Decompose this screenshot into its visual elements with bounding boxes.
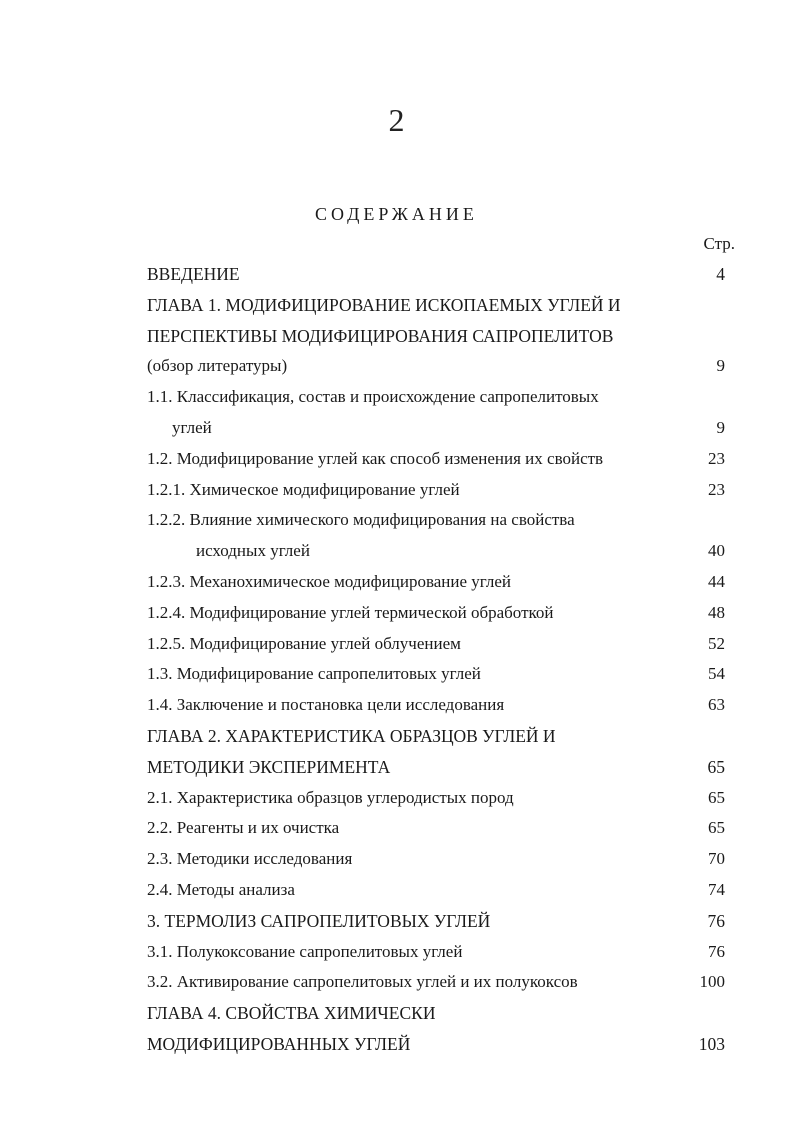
toc-entry-page: 40 xyxy=(708,541,725,561)
toc-entry-text: 1.1. Классификация, состав и происхождение сапропелитовых xyxy=(147,387,599,407)
toc-entry-text: 1.2.2. Влияние химического модифицирования на свойства xyxy=(147,510,575,530)
toc-row xyxy=(0,1029,793,1060)
toc-entry-text: 3.2. Активирование сапропелитовых углей и их полукоксов xyxy=(147,972,578,992)
toc-row xyxy=(0,875,793,906)
toc-row xyxy=(0,505,793,536)
toc-row xyxy=(0,813,793,844)
toc-entry-page: 54 xyxy=(708,664,725,684)
toc-row xyxy=(0,659,793,690)
toc-entry-page: 23 xyxy=(708,479,725,499)
toc-row xyxy=(0,475,793,506)
toc-row xyxy=(0,321,793,352)
toc-row xyxy=(0,259,793,290)
toc-entry-page: 70 xyxy=(708,849,725,869)
toc-entry-text: исходных углей xyxy=(196,541,310,561)
toc-row xyxy=(0,567,793,598)
toc-row xyxy=(0,783,793,814)
toc-entry-page: 52 xyxy=(708,633,725,653)
toc-entry-page: 4 xyxy=(716,264,725,284)
toc-entry-page: 65 xyxy=(708,818,725,838)
toc-entry-page: 100 xyxy=(699,972,725,992)
toc-row xyxy=(0,906,793,937)
toc-entry-text: 3. ТЕРМОЛИЗ САПРОПЕЛИТОВЫХ УГЛЕЙ xyxy=(147,910,491,931)
toc-entry-text: ГЛАВА 1. МОДИФИЦИРОВАНИЕ ИСКОПАЕМЫХ УГЛЕЙ И xyxy=(147,294,621,315)
toc-row xyxy=(0,536,793,567)
toc-entry-text: ПЕРСПЕКТИВЫ МОДИФИЦИРОВАНИЯ САПРОПЕЛИТОВ xyxy=(147,325,614,346)
toc-entry-text: 2.4. Методы анализа xyxy=(147,879,295,899)
toc-entry-page: 9 xyxy=(716,417,725,437)
toc-entry-page: 65 xyxy=(707,756,725,777)
page-column-label: Стр. xyxy=(703,234,735,253)
toc-entry-page: 48 xyxy=(708,602,725,622)
toc-row xyxy=(0,444,793,475)
toc-entry-page: 76 xyxy=(707,910,725,931)
toc-entry-page: 63 xyxy=(708,695,725,715)
toc-row xyxy=(0,413,793,444)
table-of-contents xyxy=(0,259,793,1060)
toc-entry-page: 65 xyxy=(708,787,725,807)
toc-entry-text: 1.2.5. Модифицирование углей облучением xyxy=(147,633,461,653)
toc-entry-text: 1.2.1. Химическое модифицирование углей xyxy=(147,479,460,499)
toc-entry-page: 103 xyxy=(698,1033,725,1054)
toc-entry-page: 74 xyxy=(708,879,725,899)
toc-entry-text: 3.1. Полукоксование сапропелитовых углей xyxy=(147,941,463,961)
toc-entry-text: 1.4. Заключение и постановка цели исследования xyxy=(147,695,505,715)
toc-row xyxy=(0,844,793,875)
toc-entry-text: МОДИФИЦИРОВАННЫХ УГЛЕЙ xyxy=(147,1033,411,1054)
toc-entry-page: 76 xyxy=(708,941,725,961)
toc-entry-text: МЕТОДИКИ ЭКСПЕРИМЕНТА xyxy=(147,756,391,777)
toc-entry-text: 2.3. Методики исследования xyxy=(147,849,353,869)
toc-entry-text: 1.2. Модифицирование углей как способ изменения их свойств xyxy=(147,448,604,468)
toc-entry-page: 23 xyxy=(708,448,725,468)
toc-row xyxy=(0,721,793,752)
toc-row xyxy=(0,967,793,998)
toc-entry-text: ГЛАВА 2. ХАРАКТЕРИСТИКА ОБРАЗЦОВ УГЛЕЙ И xyxy=(147,725,556,746)
toc-entry-page: 44 xyxy=(708,571,725,591)
toc-entry-text: (обзор литературы) xyxy=(147,356,288,376)
toc-entry-text: 2.2. Реагенты и их очистка xyxy=(147,818,340,838)
toc-entry-page: 9 xyxy=(716,356,725,376)
toc-entry-text: ВВЕДЕНИЕ xyxy=(147,264,240,284)
toc-entry-text: 2.1. Характеристика образцов углеродистых пород xyxy=(147,787,514,807)
toc-entry-text: углей xyxy=(172,417,212,437)
toc-row xyxy=(0,752,793,783)
toc-title: СОДЕРЖАНИЕ xyxy=(315,204,478,224)
page-number: 2 xyxy=(388,102,405,138)
toc-row xyxy=(0,937,793,968)
toc-row xyxy=(0,290,793,321)
toc-entry-text: ГЛАВА 4. СВОЙСТВА ХИМИЧЕСКИ xyxy=(147,1003,436,1024)
toc-entry-text: 1.2.3. Механохимическое модифицирование углей xyxy=(147,571,512,591)
toc-row xyxy=(0,629,793,660)
toc-entry-text: 1.2.4. Модифицирование углей термической обработкой xyxy=(147,602,554,622)
toc-row xyxy=(0,382,793,413)
toc-entry-text: 1.3. Модифицирование сапропелитовых углей xyxy=(147,664,481,684)
toc-row xyxy=(0,598,793,629)
toc-row xyxy=(0,690,793,721)
toc-row xyxy=(0,998,793,1029)
toc-row xyxy=(0,351,793,382)
